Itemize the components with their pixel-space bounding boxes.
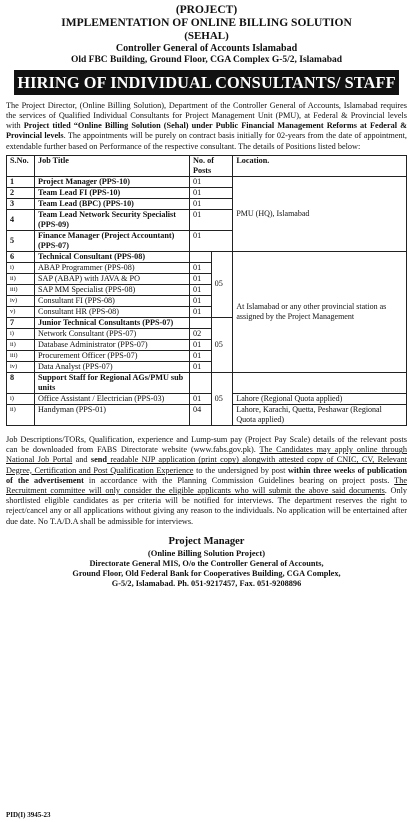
outro-text: Job Descriptions/TORs, Qualification, experience and Lump-sum pay (Project Pay Scale) details of the relevant posts can be downloaded from FABS Directorate website ( [6, 434, 407, 455]
cell-location-islamabad: At Islamabad or any other provincial station as assigned by the Project Management [233, 251, 407, 372]
cell-posts: 01 [190, 306, 212, 317]
header-job-title: Job Title [35, 155, 190, 176]
cell-posts: 01 [190, 350, 212, 361]
outro-text: ). [250, 445, 260, 455]
cell-title: Team Lead (BPC) (PPS-10) [35, 198, 190, 209]
cell-sno: ii) [7, 404, 35, 425]
intro-text-end: . The appointments will be purely on contract basis initially for 02-years from the date of appointment, extendable further based on Performance of the respective consultant. The details of Positions listed below: [6, 131, 407, 151]
cell-sno: i) [7, 393, 35, 404]
cell-sno: 3 [7, 198, 35, 209]
cell-title: SAP MM Specialist (PPS-08) [35, 284, 190, 295]
signature-line1: Directorate General MIS, O/o the Controller General of Accounts, [89, 558, 324, 568]
signature-block [6, 535, 407, 590]
cell-posts: 01 [190, 361, 212, 372]
table-row [7, 404, 407, 425]
cell-posts: 01 [190, 176, 233, 187]
hiring-banner: HIRING OF INDIVIDUAL CONSULTANTS/ STAFF [14, 70, 399, 95]
cell-title: ABAP Programmer (PPS-08) [35, 262, 190, 273]
cell-location: Lahore, Karachi, Quetta, Peshawar (Regional Quota applied) [233, 404, 407, 425]
cell-title: Finance Manager (Project Accountant) (PPS-07) [35, 230, 190, 251]
outro-underlined: The Recruitment committee will only consider the eligible applicants who will submit the above said documents [6, 475, 407, 495]
cell-title: Consultant HR (PPS-08) [35, 306, 190, 317]
pid-number: PID(I) 3945-23 [6, 811, 51, 819]
outro-bold: send [90, 455, 107, 465]
header [6, 4, 407, 66]
cell-title: Team Lead Network Security Specialist (PPS-09) [35, 209, 190, 230]
cell-sno: 7 [7, 317, 35, 328]
header-location: Location. [233, 155, 407, 176]
header-sno: S.No. [7, 155, 35, 176]
cell-posts: 01 [190, 284, 212, 295]
cell-location-pmu: PMU (HQ), Islamabad [233, 176, 407, 251]
cell-posts: 01 [190, 198, 233, 209]
cell-title: Database Administrator (PPS-07) [35, 339, 190, 350]
cell-sno: 2 [7, 187, 35, 198]
cell-sno: i) [7, 262, 35, 273]
cell-sno: 4 [7, 209, 35, 230]
cell-title: Consultant FI (PPS-08) [35, 295, 190, 306]
cell-sno: 8 [7, 372, 35, 393]
cell-posts: 01 [190, 295, 212, 306]
table-row [7, 176, 407, 187]
cell-title: Data Analyst (PPS-07) [35, 361, 190, 372]
outro-text: to the undersigned by post [193, 465, 289, 475]
cell-sno: iv) [7, 295, 35, 306]
cell-posts: 01 [190, 393, 212, 404]
header-project: (PROJECT) [175, 4, 238, 16]
cell-title: SAP (ABAP) with JAVA & PO [35, 273, 190, 284]
cell-total: 05 [211, 317, 233, 372]
intro-paragraph [6, 101, 407, 152]
table-row [7, 372, 407, 393]
cell-title: Project Manager (PPS-10) [35, 176, 190, 187]
cell-sno: 5 [7, 230, 35, 251]
cell-posts [190, 372, 212, 393]
outro-text: and [72, 455, 91, 465]
cell-title: Junior Technical Consultants (PPS-07) [35, 317, 190, 328]
cell-location: Lahore (Regional Quota applied) [233, 393, 407, 404]
cell-title: Network Consultant (PPS-07) [35, 328, 190, 339]
signature-project: (Online Billing Solution Project) [147, 547, 266, 558]
cell-sno: ii) [7, 339, 35, 350]
cell-title: Team Lead FI (PPS-10) [35, 187, 190, 198]
intro-project-title: Project titled “Online Billing Solution (Sehal) under Public Financial Management Reforms at Federal & Provincial levels [6, 121, 407, 141]
intro-text: The Project Director, (Online Billing Solution), Department of the Controller General of Accounts, Islamabad requires the services of Qualified Individual Consultants for Project Management Unit (PMU), at Federal & Provincial levels with [6, 100, 407, 131]
cell-posts: 01 [190, 187, 233, 198]
outro-underlined: The Candidates may apply online through National Job Portal [6, 445, 407, 465]
cell-sno: iii) [7, 284, 35, 295]
outro-text: in accordance with the Planning Commission Guidelines bearing on project posts. [83, 475, 395, 485]
cell-sno: ii) [7, 273, 35, 284]
outro-bold: within three weeks of publication of the advertisement [6, 465, 408, 485]
header-address: Old FBC Building, Ground Floor, CGA Complex G-5/2, Islamabad [70, 54, 343, 65]
fabs-website-link[interactable]: www.fabs.gov.pk [193, 445, 251, 455]
cell-title: Procurement Officer (PPS-07) [35, 350, 190, 361]
cell-sno: 1 [7, 176, 35, 187]
cell-posts: 01 [190, 230, 233, 251]
cell-posts: 01 [190, 262, 212, 273]
instructions-paragraph [6, 435, 407, 527]
signature-name: Project Manager [168, 535, 245, 547]
cell-title: Handyman (PPS-01) [35, 404, 190, 425]
cell-posts [190, 251, 212, 262]
cell-sno: 6 [7, 251, 35, 262]
cell-posts: 04 [190, 404, 212, 425]
header-org: Controller General of Accounts Islamabad [115, 43, 298, 55]
cell-title: Office Assistant / Electrician (PPS-03) [35, 393, 190, 404]
table-header-row [7, 155, 407, 176]
cell-sno: iii) [7, 350, 35, 361]
cell-posts [190, 317, 212, 328]
cell-title: Technical Consultant (PPS-08) [35, 251, 190, 262]
cell-sno: v) [7, 306, 35, 317]
cell-sno: i) [7, 328, 35, 339]
cell-location [233, 372, 407, 393]
table-row [7, 251, 407, 262]
cell-total: 05 [211, 251, 233, 317]
cell-title: Support Staff for Regional AGs/PMU sub units [35, 372, 190, 393]
positions-table [6, 155, 407, 426]
cell-posts: 01 [190, 273, 212, 284]
table-row [7, 393, 407, 404]
header-short: (SEHAL) [184, 30, 229, 43]
header-posts: No. of Posts [190, 155, 233, 176]
outro-underlined: readable NJP application (print copy) alongwith attested copy of CNIC, CV, Relevant Degree, Certification and Post Qualification Experience [6, 455, 407, 475]
header-title: IMPLEMENTATION OF ONLINE BILLING SOLUTION [61, 17, 352, 30]
cell-posts: 01 [190, 339, 212, 350]
signature-line3: G-5/2, Islamabad. Ph. 051-9217457, Fax. 051-9208896 [111, 579, 302, 589]
cell-total: 05 [211, 372, 233, 425]
cell-posts: 02 [190, 328, 212, 339]
signature-line2: Ground Floor, Old Federal Bank for Cooperatives Building, CGA Complex, [72, 568, 341, 578]
cell-sno: iv) [7, 361, 35, 372]
outro-text: . Only shortlisted eligible candidates as per criteria will be notified for interviews. The department reserves the right to reject/cancel any or all applications without giving any reason to the individuals. No application will be entertained after due date. No T.A/D.A shall be admissible for interviews. [6, 486, 407, 526]
cell-posts: 01 [190, 209, 233, 230]
